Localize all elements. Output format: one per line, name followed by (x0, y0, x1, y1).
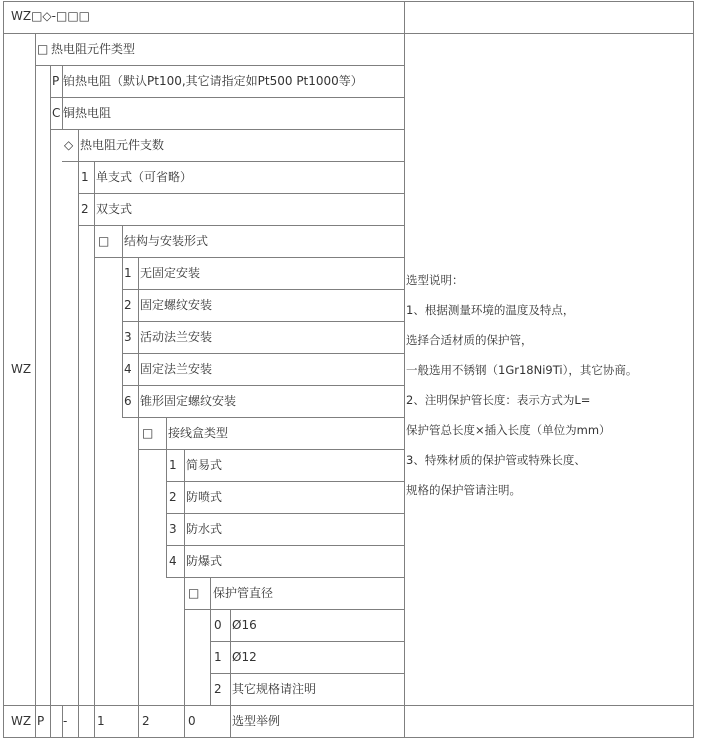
grid-line (210, 641, 404, 642)
option-code: 1 (169, 458, 177, 472)
option-label: 无固定安装 (140, 266, 201, 280)
option-code: 2 (124, 298, 132, 312)
grid-line (78, 193, 404, 194)
example-dash: - (63, 714, 68, 728)
example-box: 2 (142, 714, 150, 728)
junction-box-symbol: □ (142, 426, 154, 440)
option-code: 1 (124, 266, 132, 280)
model-row-label: WZ (11, 362, 32, 376)
grid-line (138, 449, 404, 450)
grid-line (3, 33, 693, 34)
option-code: 1 (81, 170, 89, 184)
option-code: 3 (169, 522, 177, 536)
grid-line (78, 129, 79, 738)
note-line: 规格的保护管请注明。 (406, 483, 521, 497)
note-line: 2、注明保护管长度：表示方式为L= (406, 393, 591, 407)
grid-line (35, 65, 404, 66)
grid-line (122, 353, 404, 354)
junction-box-label: 接线盒类型 (168, 426, 229, 440)
grid-line (50, 97, 404, 98)
grid-line (210, 577, 211, 705)
note-line: 1、根据测量环境的温度及特点， (406, 303, 575, 317)
grid-line (230, 609, 231, 738)
option-label: 其它规格请注明 (232, 682, 317, 696)
grid-line (122, 321, 404, 322)
option-code: C (52, 106, 61, 120)
option-label: 单支式（可省略） (96, 170, 193, 184)
grid-line (184, 609, 404, 610)
model-code-header: WZ□◇-□□□ (11, 9, 90, 23)
option-code: P (52, 74, 60, 88)
mounting-symbol: □ (98, 234, 110, 248)
example-type: P (37, 714, 45, 728)
option-label: 固定法兰安装 (140, 362, 213, 376)
option-label: 双支式 (96, 202, 133, 216)
option-label: 锥形固定螺纹安装 (140, 394, 237, 408)
option-label: 简易式 (186, 458, 223, 472)
grid-line (166, 513, 404, 514)
option-label: 铜热电阻 (63, 106, 112, 120)
grid-line (166, 545, 404, 546)
grid-line (166, 417, 167, 577)
example-model: WZ (11, 714, 32, 728)
note-line: 保护管总长度×插入长度（单位为mm） (406, 423, 611, 437)
option-code: 2 (214, 682, 222, 696)
note-line: 选型说明： (406, 273, 464, 287)
option-code: 1 (214, 650, 222, 664)
element-type-label: 热电阻元件类型 (51, 42, 136, 56)
grid-line (62, 161, 404, 162)
note-line: 选择合适材质的保护管， (406, 333, 533, 347)
grid-line (78, 225, 404, 226)
grid-line (3, 1, 4, 738)
example-mount: 1 (97, 714, 105, 728)
element-type-symbol: □ (37, 42, 49, 56)
option-label: 活动法兰安装 (140, 330, 213, 344)
grid-line (50, 65, 51, 738)
mounting-label: 结构与安装形式 (124, 234, 209, 248)
grid-line (138, 257, 139, 738)
option-code: 2 (169, 490, 177, 504)
example-diameter: 0 (188, 714, 196, 728)
grid-line (94, 161, 95, 225)
grid-line (210, 673, 404, 674)
element-count-symbol: ◇ (64, 138, 74, 152)
grid-line (3, 705, 693, 706)
grid-line (166, 577, 404, 578)
note-line: 一般选用不锈钢（1Gr18Ni9Ti），其它协商。 (406, 363, 638, 377)
option-label: 固定螺纹安装 (140, 298, 213, 312)
grid-line (50, 129, 404, 130)
grid-line (693, 1, 694, 738)
option-label: 防爆式 (186, 554, 223, 568)
option-code: 3 (124, 330, 132, 344)
note-line: 3、特殊材质的保护管或特殊长度、 (406, 453, 586, 467)
option-label: 防喷式 (186, 490, 223, 504)
option-label: Ø16 (232, 618, 257, 632)
grid-line (166, 481, 404, 482)
grid-line (122, 385, 404, 386)
option-code: 2 (81, 202, 89, 216)
grid-line (94, 225, 95, 738)
option-label: 防水式 (186, 522, 223, 536)
option-label: 铂热电阻（默认Pt100,其它请指定如Pt500 Pt1000等） (63, 74, 363, 88)
grid-line (122, 289, 404, 290)
option-label: Ø12 (232, 650, 257, 664)
option-code: 6 (124, 394, 132, 408)
grid-line (404, 1, 405, 738)
grid-line (94, 257, 404, 258)
grid-line (184, 449, 185, 738)
grid-line (35, 33, 36, 738)
grid-line (3, 1, 693, 2)
option-code: 0 (214, 618, 222, 632)
grid-line (122, 417, 404, 418)
option-code: 4 (124, 362, 132, 376)
tube-diameter-symbol: □ (188, 586, 200, 600)
grid-line (122, 225, 123, 417)
grid-line (3, 737, 693, 738)
tube-diameter-label: 保护管直径 (213, 586, 274, 600)
example-label: 选型举例 (232, 714, 281, 728)
option-code: 4 (169, 554, 177, 568)
element-count-label: 热电阻元件支数 (80, 138, 165, 152)
